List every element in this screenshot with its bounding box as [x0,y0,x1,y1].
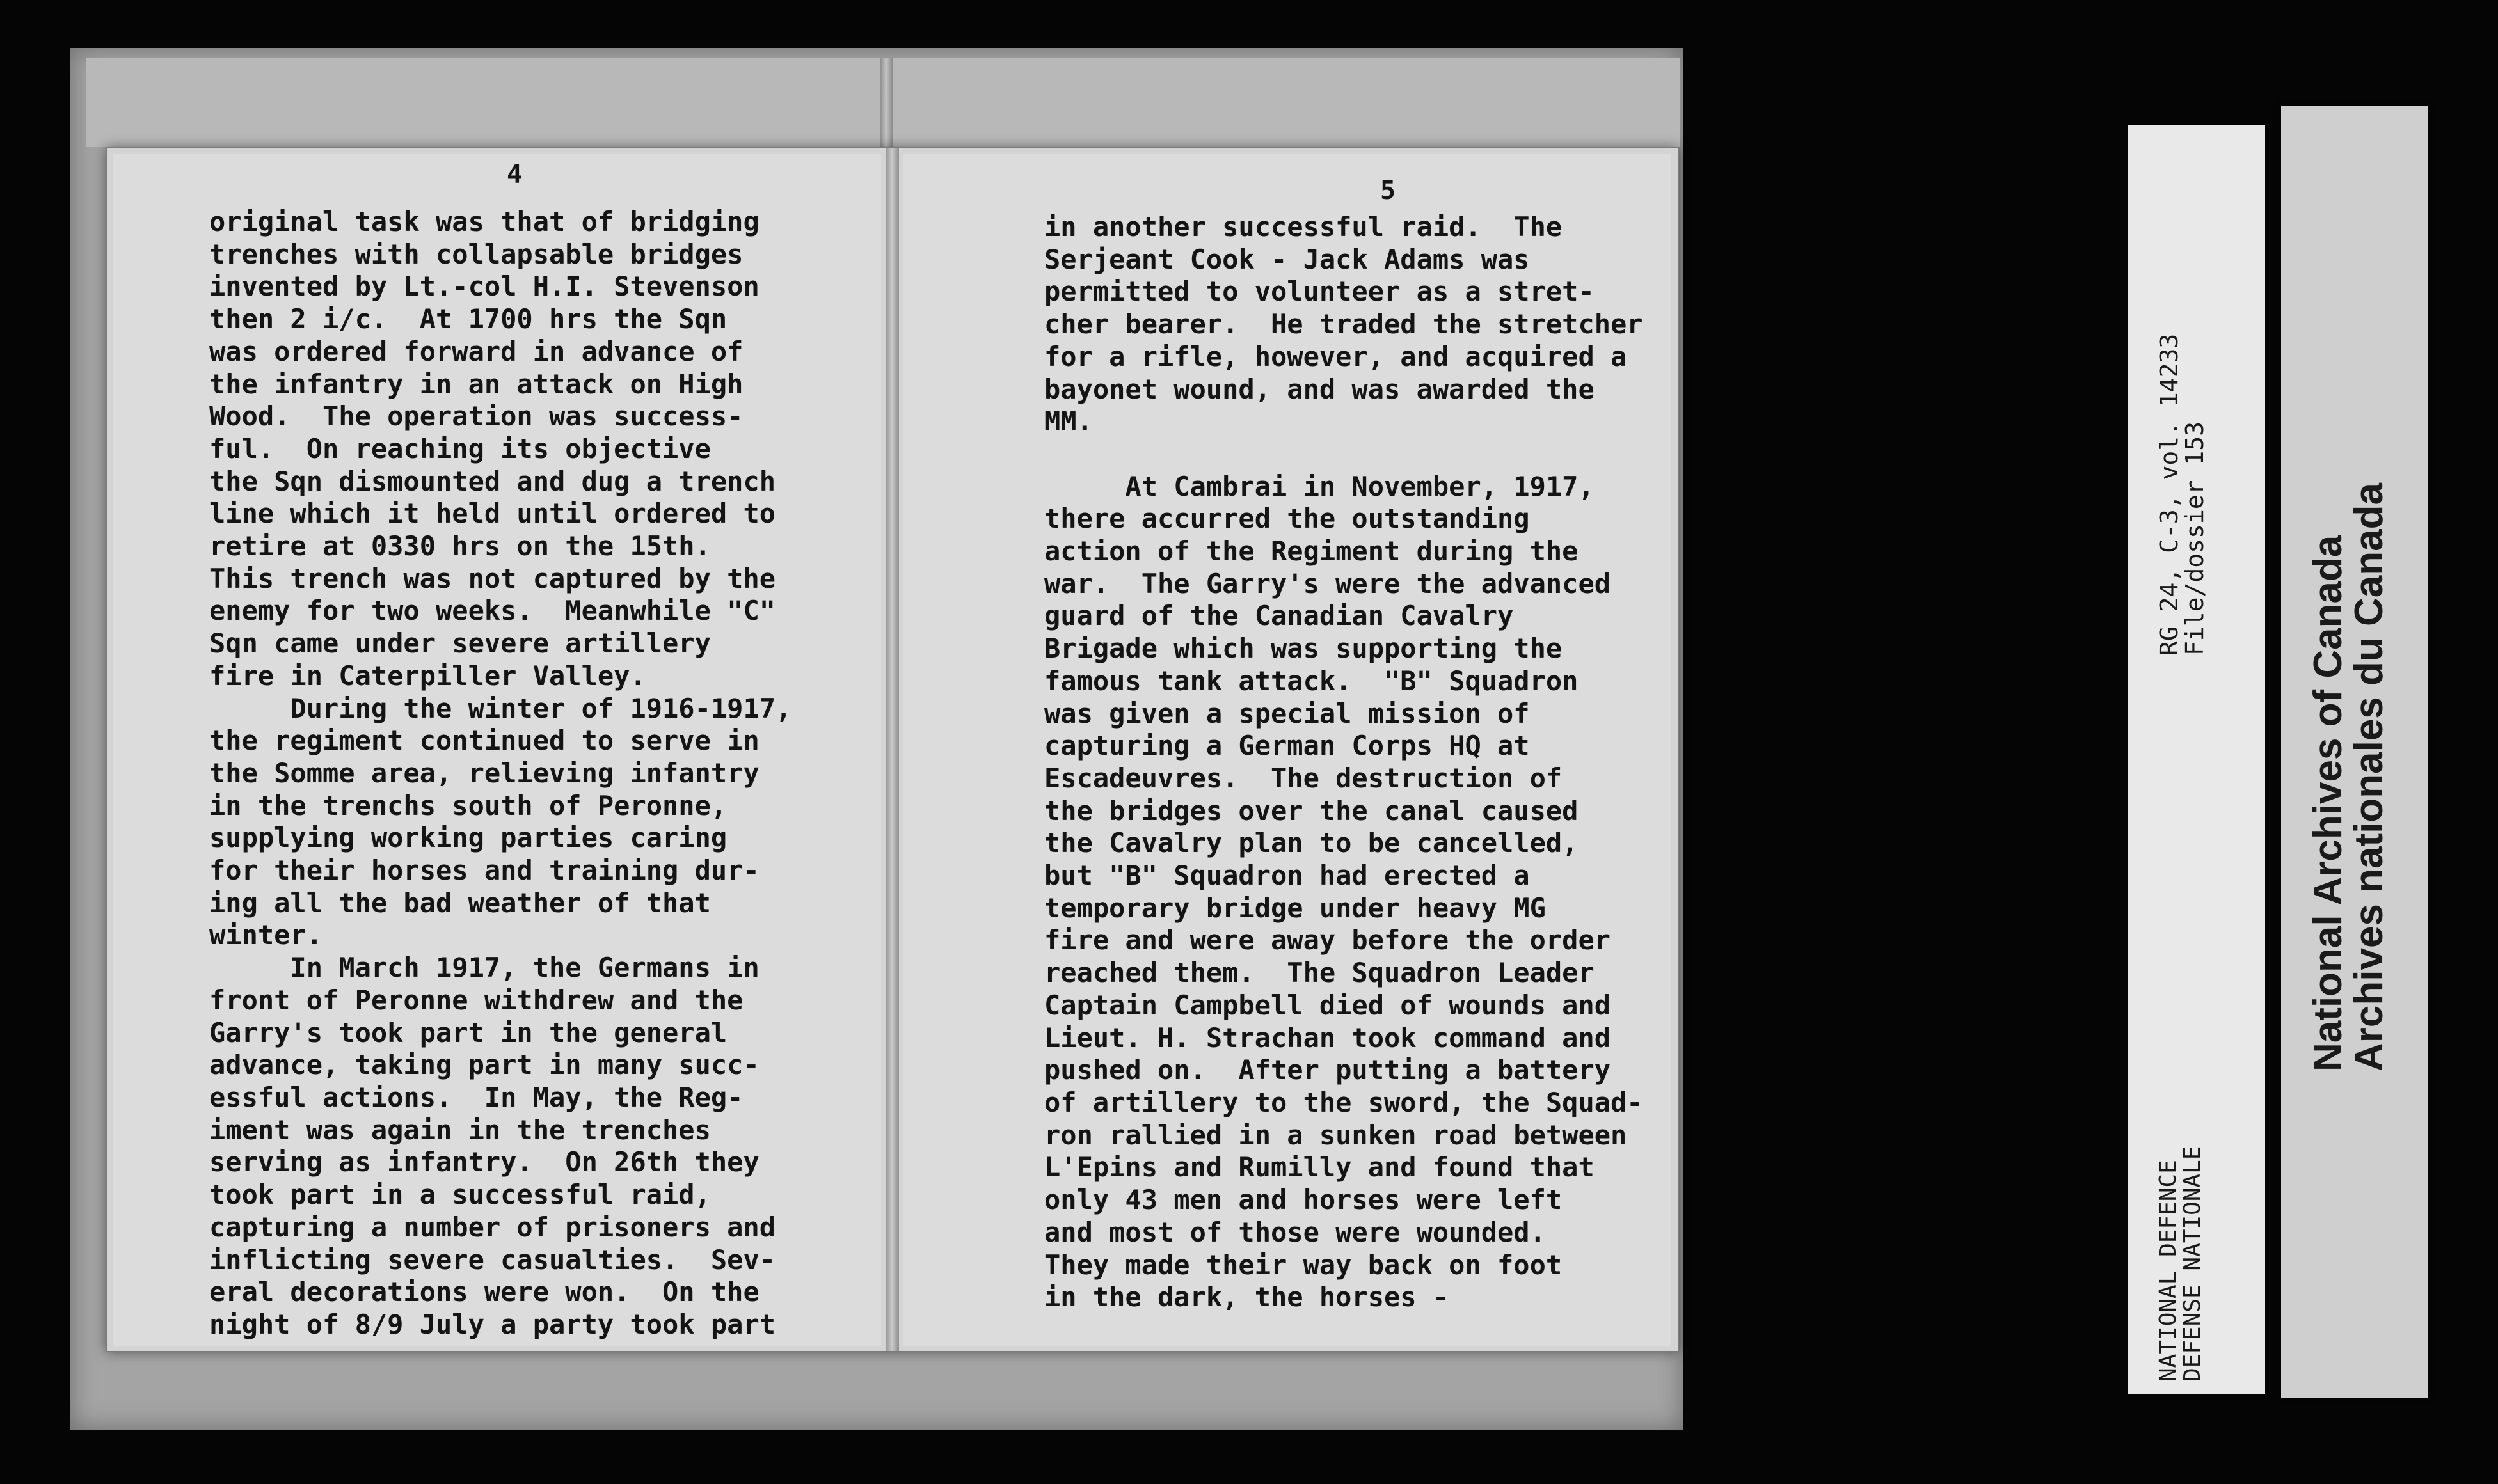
right-page-text: in another successful raid. The Serjeant Cook - Jack Adams was permitted to volunteer as a stret- cher bearer. He traded the stretcher for a rifle, however, and acquired a bayonet wound, and was awarded the MM. At Cambrai in November, 1917, there accurred the outstanding action of the Regiment during the war. The Garry's were the advanced guard of the Canadian Cavalry Brigade which was supporting the famous tank attack. "B" Squadron was given a special mission of capturing a German Corps HQ at Escadeuvres. The destruction of the bridges over the canal caused the Cavalry plan to be cancelled, but "B" Squadron had erected a temporary bridge under heavy MG fire and were away before the order reached them. The Squadron Leader Captain Campbell died of wounds and Lieut. H. Strachan took command and pushed on. After putting a battery of artillery to the sword, the Squad- ron rallied in a sunken road between L'Epins and Rumilly and found that only 43 men and horses were left and most of those were wounded. They made their way back on foot in the dark, the horses - [1044,211,1643,1313]
booklet-spread [106,147,1679,1352]
top-fold-crease [880,58,893,150]
left-page-text: original task was that of bridging trenches with collapsable bridges invented by Lt.-col H.I. Stevenson then 2 i/c. At 1700 hrs the Sqn was ordered forward in advance of the infantry in an attack on High Wood. The operation was success- ful. On reaching its objective the Sqn dismounted and dug a trench line which it held until ordered to retire at 0330 hrs on the 15th. This trench was not captured by the enemy for two weeks. Meanwhile "C" Sqn came under severe artillery fire in Caterpiller Valley. During the winter of 1916-1917, the regiment continued to serve in the Somme area, relieving infantry in the trenchs south of Peronne, supplying working parties caring for their horses and training dur- ing all the bad weather of that winter. In March 1917, the Germans in front of Peronne withdrew and the Garry's took part in the general advance, taking part in many succ- essful actions. In May, the Reg- iment was again in the trenches serving as infantry. On 26th they took part in a successful raid, capturing a number of prisoners and inflicting severe casualties. Sev- eral decorations were won. On the night of 8/9 July a party took part [209,206,792,1340]
archives-label [2281,106,2428,1398]
right-page [903,154,1671,1346]
left-page-number: 4 [507,160,523,189]
department-name: NATIONAL DEFENCE DEFENSE NATIONALE [2155,1146,2206,1382]
center-fold [886,148,899,1351]
left-page [113,154,881,1346]
reference-number: RG 24, C-3, vol. 14233 File/dossier 153 [2155,333,2209,656]
archive-reference-label [2128,125,2265,1394]
archives-name: National Archives of Canada Archives nationales du Canada [2306,483,2391,1071]
right-page-number: 5 [1380,176,1396,205]
